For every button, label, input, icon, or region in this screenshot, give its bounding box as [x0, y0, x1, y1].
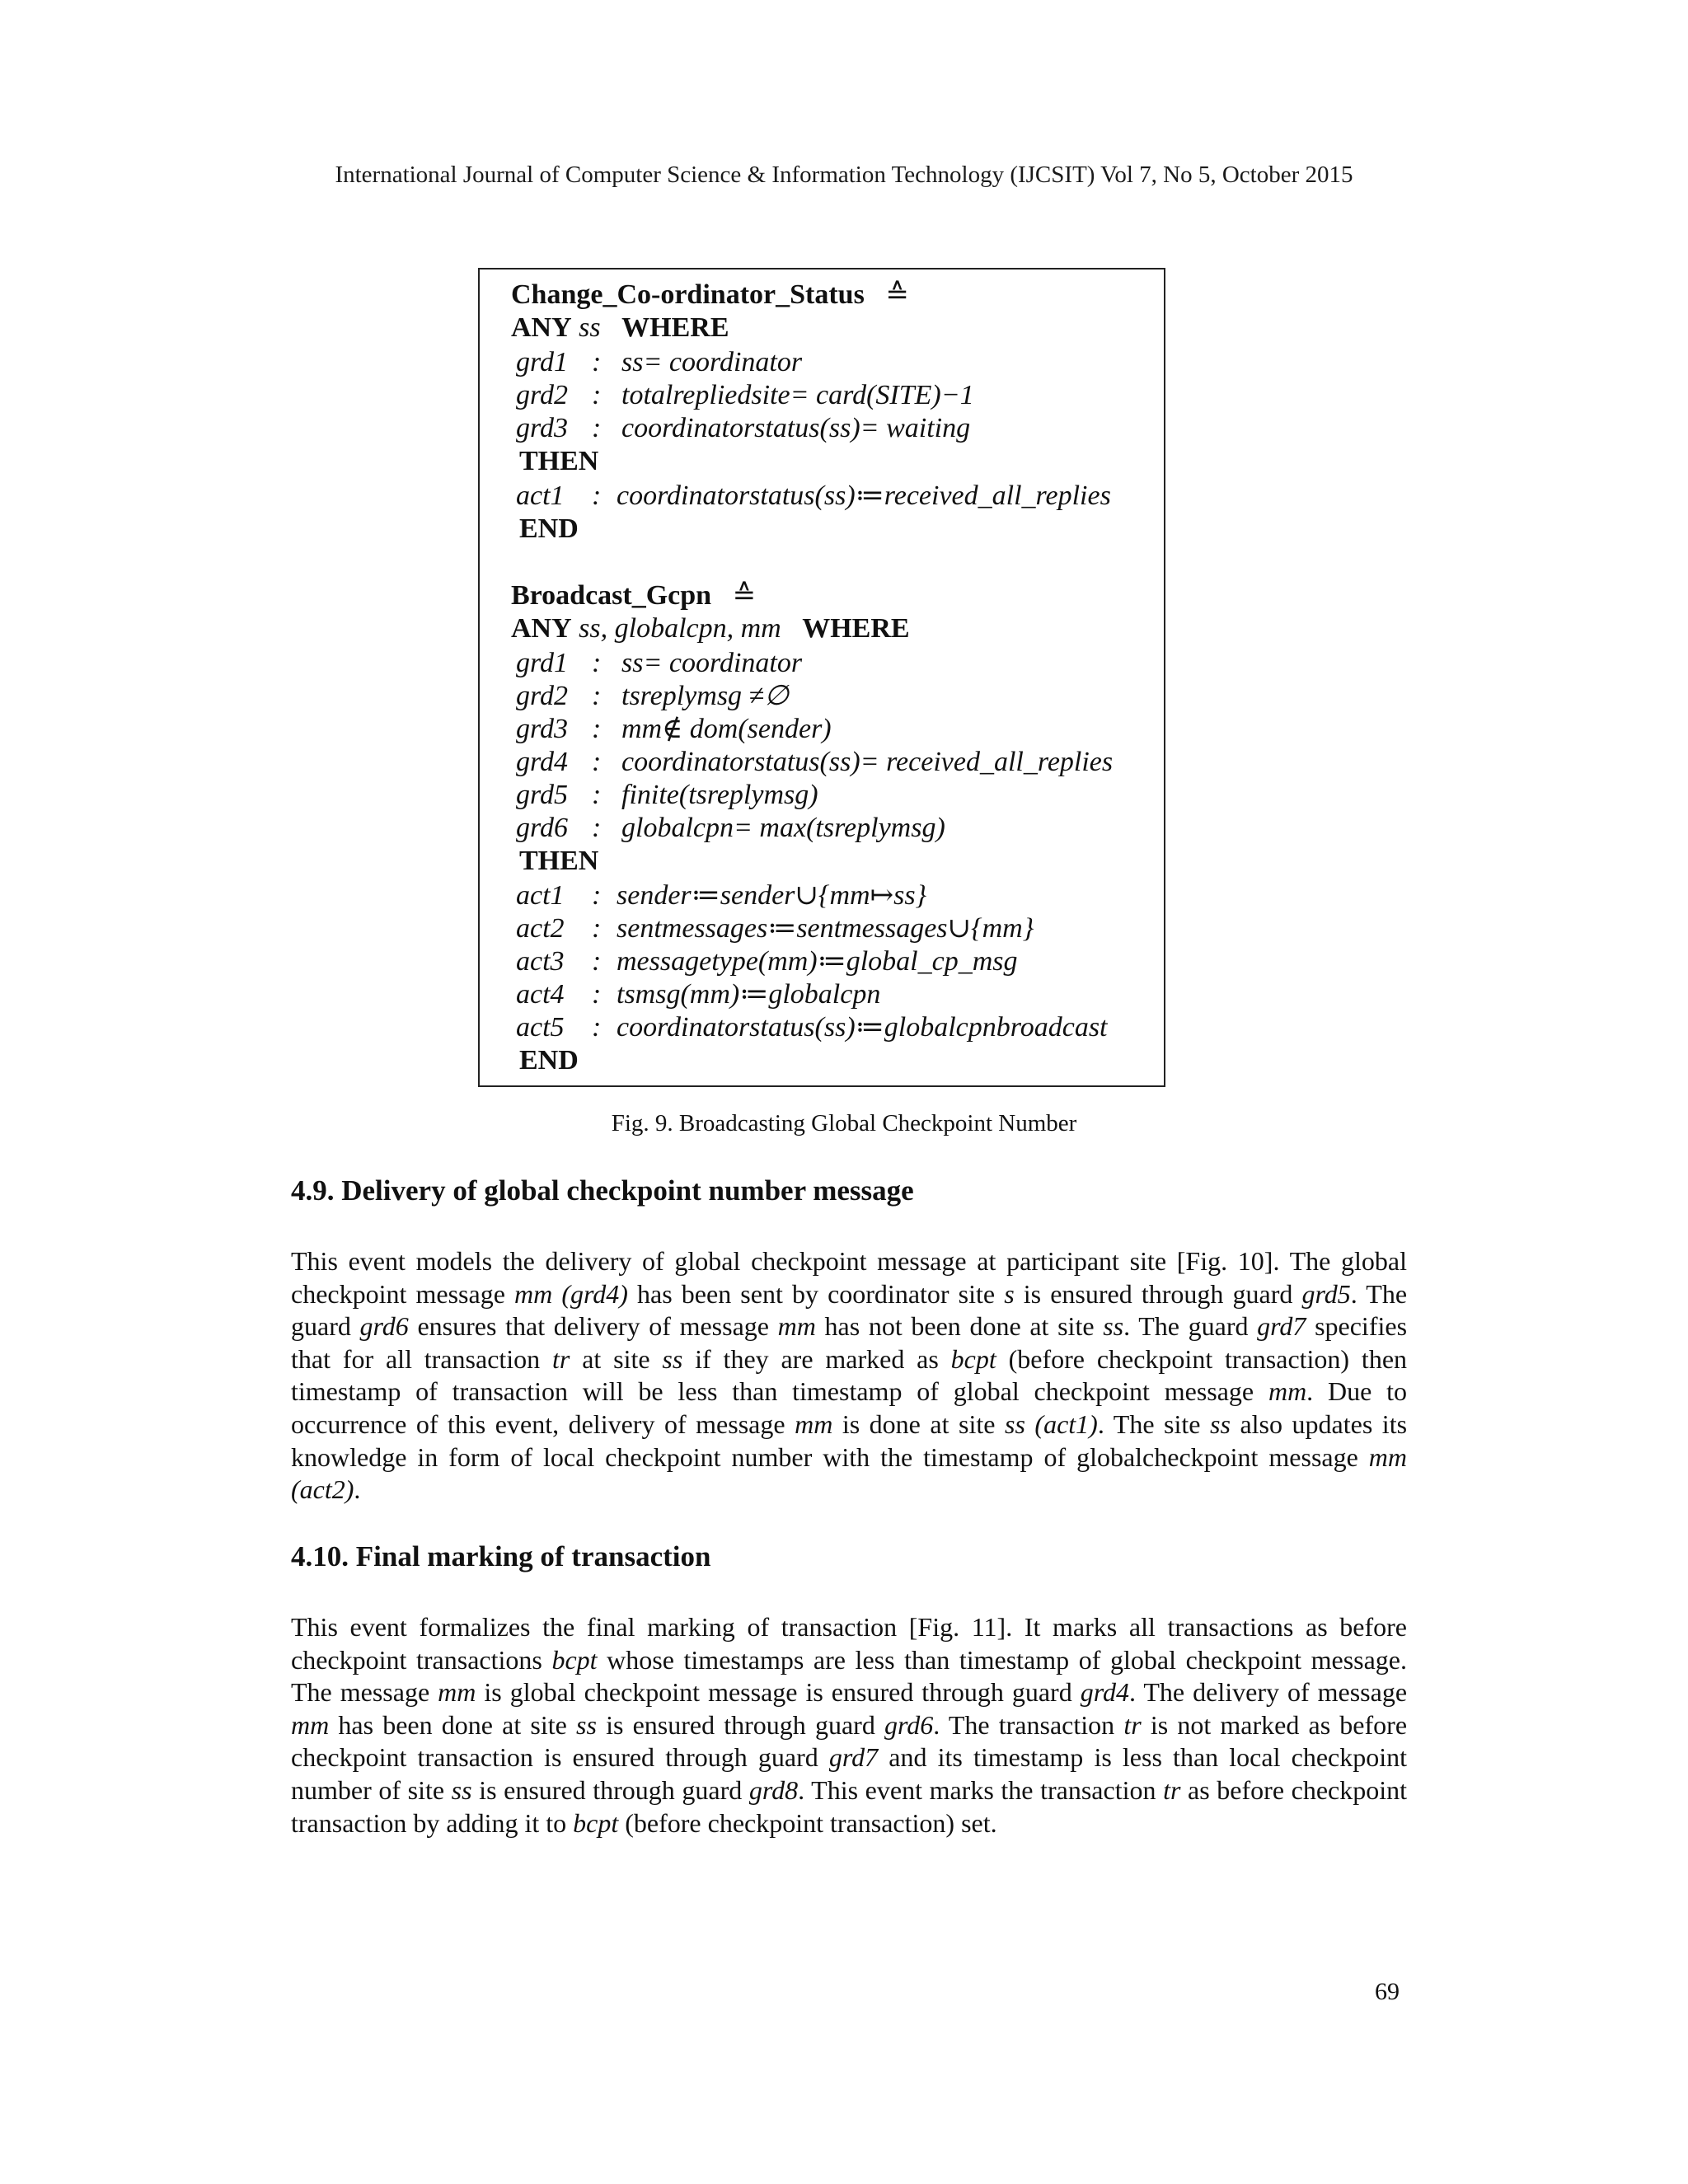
any-clause: ANY ss WHERE	[511, 312, 729, 343]
action-act2: act2 : sentmessages≔sentmessages∪{mm}	[516, 913, 1034, 944]
text-run: is global checkpoint message is ensured through guard	[476, 1677, 1081, 1708]
text-run: is ensured through guard	[471, 1774, 749, 1805]
guard-grd4: grd4 : coordinatorstatus(ss)= received_all_replies	[516, 747, 1114, 777]
text-run: is not marked as before checkpoint transaction is ensured through guard	[291, 1709, 1408, 1773]
def-symbol: ≙	[885, 279, 909, 310]
page-number: 69	[1375, 1978, 1400, 2005]
text-run: at site	[570, 1343, 663, 1374]
italic-term: mm	[795, 1408, 833, 1439]
text-run: . The guard	[1123, 1311, 1258, 1342]
text-run: and its timestamp is less than local checkpoint number of site	[291, 1742, 1408, 1805]
italic-term: grd5	[1301, 1278, 1351, 1309]
guard-grd5: grd5 : finite(tsreplymsg)	[516, 780, 818, 810]
text-run: . The delivery of message	[1128, 1677, 1408, 1708]
section-heading-4-9: 4.9. Delivery of global checkpoint number message	[291, 1174, 914, 1207]
event-title: Change_Co-ordinator_Status ≙	[511, 279, 909, 310]
italic-term: grd7	[1257, 1311, 1306, 1342]
italic-term: bcpt	[551, 1644, 598, 1675]
any-clause: ANY ss, globalcpn, mm WHERE	[511, 613, 910, 644]
italic-term: grd4	[1080, 1677, 1129, 1708]
text-run: .	[354, 1474, 361, 1505]
text-run: . This event marks the transaction	[798, 1774, 1164, 1805]
guard-grd2: grd2 : tsreplymsg ≠∅	[516, 681, 789, 711]
then-keyword: THEN	[519, 446, 599, 476]
text-run: is ensured through guard	[596, 1709, 884, 1740]
italic-term: ss	[451, 1774, 472, 1805]
action-act3: act3 : messagetype(mm)≔global_cp_msg	[516, 946, 1018, 977]
italic-term: mm	[777, 1311, 816, 1342]
text-run: is ensured through guard	[1014, 1278, 1302, 1309]
italic-term: mm	[1268, 1376, 1307, 1407]
section-paragraph-4-10	[291, 1611, 1407, 1840]
action-act1: act1 : coordinatorstatus(ss)≔received_all_replies	[516, 480, 1111, 511]
end-keyword: END	[519, 513, 579, 544]
section-heading-4-10: 4.10. Final marking of transaction	[291, 1540, 711, 1572]
guard-grd2: grd2 : totalrepliedsite= card(SITE)−1	[516, 380, 974, 410]
text-run: . The guard	[291, 1278, 1408, 1342]
text-run: has been sent by coordinator site	[627, 1278, 1005, 1309]
text-run: specifies that for all transaction	[291, 1311, 1408, 1374]
text-run: This event formalizes the final marking of transaction [Fig. 11]. It marks all transactions as before checkpoint transactions	[291, 1612, 1407, 1675]
guard-grd3: grd3 : coordinatorstatus(ss)= waiting	[516, 413, 971, 443]
text-run: This event models the delivery of global checkpoint message at participant site [Fig. 10]. The global checkpoint message	[291, 1246, 1407, 1309]
italic-term: mm (grd4)	[514, 1278, 628, 1309]
italic-term: ss (act1)	[1005, 1408, 1098, 1439]
italic-term: grd6	[884, 1709, 934, 1740]
italic-term: bcpt	[573, 1807, 619, 1838]
italic-term: mm	[438, 1677, 476, 1708]
guard-grd1: grd1 : ss= coordinator	[516, 347, 803, 377]
then-keyword: THEN	[519, 846, 599, 876]
figure-caption: Fig. 9. Broadcasting Global Checkpoint Number	[611, 1110, 1077, 1137]
italic-term: ss	[662, 1343, 683, 1374]
text-run: . The transaction	[933, 1709, 1124, 1740]
action-act4: act4 : tsmsg(mm)≔globalcpn	[516, 979, 881, 1010]
text-run: if they are marked as	[682, 1343, 951, 1374]
italic-term: ss	[1103, 1311, 1124, 1342]
journal-header: International Journal of Computer Science & Information Technology (IJCSIT) Vol 7, No 5, October 2015	[335, 162, 1353, 188]
italic-term: grd7	[828, 1742, 879, 1773]
text-run: has been done at site	[329, 1709, 576, 1740]
guard-grd3: grd3 : mm∉ dom(sender)	[516, 714, 832, 744]
action-act1: act1 : sender≔sender∪{mm↦ss}	[516, 880, 927, 911]
action-act5: act5 : coordinatorstatus(ss)≔globalcpnbroadcast	[516, 1012, 1108, 1043]
italic-term: s	[1004, 1278, 1015, 1309]
text-run: (before checkpoint transaction) set.	[618, 1807, 997, 1838]
text-run: as before checkpoint transaction by adding it to	[291, 1774, 1408, 1838]
italic-term: grd8	[748, 1774, 799, 1805]
italic-term: mm	[291, 1709, 330, 1740]
text-run: is done at site	[832, 1408, 1005, 1439]
end-keyword: END	[519, 1045, 579, 1076]
text-run: also updates its knowledge in form of local checkpoint number with the timestamp of globalcheckpoint message	[291, 1408, 1408, 1472]
def-symbol: ≙	[732, 580, 757, 611]
italic-term: ss	[576, 1709, 597, 1740]
italic-term: bcpt	[950, 1343, 996, 1374]
text-run: whose timestamps are less than timestamp of global checkpoint message. The message	[291, 1644, 1408, 1708]
italic-term: grd6	[359, 1311, 409, 1342]
italic-term: tr	[552, 1343, 570, 1374]
italic-term: tr	[1123, 1709, 1142, 1740]
guard-grd6: grd6 : globalcpn= max(tsreplymsg)	[516, 813, 945, 843]
event-title: Broadcast_Gcpn ≙	[511, 580, 757, 611]
italic-term: ss	[1210, 1408, 1231, 1439]
section-paragraph-4-9	[291, 1245, 1407, 1507]
italic-term: mm (act2)	[291, 1441, 1407, 1505]
guard-grd1: grd1 : ss= coordinator	[516, 648, 803, 678]
text-run: has not been done at site	[815, 1311, 1104, 1342]
text-run: . Due to occurrence of this event, delivery of message	[291, 1376, 1408, 1439]
text-run: (before checkpoint transaction) then timestamp of transaction will be less than timestamp of global checkpoint message	[291, 1343, 1408, 1407]
text-run: ensures that delivery of message	[408, 1311, 778, 1342]
text-run: . The site	[1097, 1408, 1211, 1439]
italic-term: tr	[1163, 1774, 1181, 1805]
